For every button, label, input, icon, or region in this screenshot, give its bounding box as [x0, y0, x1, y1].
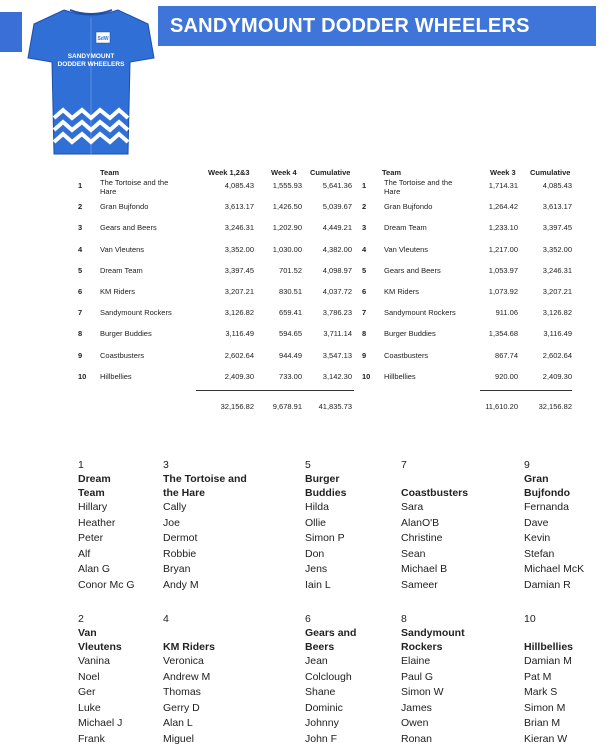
team-cell: Van Vleutens: [384, 244, 429, 254]
rank-cell: 1: [362, 181, 367, 190]
team-member: Simon W: [401, 686, 444, 698]
cumulative-cell: 3,116.49: [543, 329, 572, 339]
table-row: [360, 369, 604, 383]
cumulative-cell: 3,547.13: [322, 350, 352, 360]
team-member: Dermot: [163, 532, 198, 544]
week123-cell: 3,246.31: [224, 223, 254, 233]
team-member: Brian M: [524, 717, 561, 729]
team-member: AlanO'B: [401, 516, 440, 529]
week123-cell: 3,207.21: [224, 287, 254, 296]
team-member: Alan L: [163, 717, 193, 729]
team-member: Thomas: [163, 686, 201, 698]
cumulative-cell: 3,246.31: [542, 265, 572, 275]
cumulative-cell: 4,085.43: [542, 181, 572, 190]
table-row: [78, 326, 358, 340]
team-cell: Gears and Beers: [100, 223, 157, 233]
cumulative-cell: 2,602.64: [542, 350, 572, 360]
rank-cell: 10: [78, 371, 87, 381]
standings-table-week-3: [360, 166, 604, 416]
total-week3: 11,610.20: [485, 402, 518, 411]
team-member: Kevin: [524, 532, 551, 544]
table-row: [78, 348, 358, 362]
team-member: Dave: [524, 516, 549, 529]
table-row: [360, 305, 604, 319]
col-header-team: Team: [100, 168, 120, 177]
team-roster: [524, 458, 612, 593]
week4-cell: 1,426.50: [272, 202, 302, 212]
team-member: Don: [305, 547, 325, 560]
team-cell: KM Riders: [384, 287, 420, 296]
col-header-week123: Week 1,2&3: [208, 168, 250, 177]
col-header-cumulative: Cumulative: [310, 168, 351, 177]
week3-cell: 1,053.97: [488, 265, 518, 275]
rank-cell: 3: [362, 223, 367, 233]
table-row: [360, 326, 604, 340]
table-row: [360, 242, 604, 256]
team-member: Noel: [78, 670, 100, 683]
team-member: Frank: [78, 732, 105, 745]
team-member: Alan G: [78, 563, 111, 575]
total-week123: 32,156.82: [220, 402, 254, 411]
table-row: [78, 242, 358, 256]
week4-cell: 1,030.00: [272, 244, 302, 254]
team-member: John F: [305, 732, 338, 745]
team-member: Veronica: [163, 655, 204, 667]
team-cell: Burger Buddies: [100, 329, 152, 339]
team-cell: Gears and Beers: [384, 265, 441, 275]
team-member: Michael J: [78, 717, 123, 729]
team-member: Owen: [401, 717, 429, 729]
team-roster: [163, 612, 283, 747]
team-cell: Coastbusters: [384, 350, 429, 360]
team-member: Jean: [305, 655, 328, 667]
team-roster: [401, 612, 521, 747]
table-row: [360, 220, 604, 234]
table-row: [360, 348, 604, 362]
cumulative-cell: 3,126.82: [542, 308, 572, 318]
team-roster: [163, 458, 283, 593]
table-row: [78, 305, 358, 319]
cumulative-cell: 4,449.21: [322, 223, 352, 233]
team-member: Robbie: [163, 547, 197, 560]
team-member: Dominic: [305, 701, 343, 714]
week123-cell: 3,126.82: [224, 308, 254, 318]
week4-cell: 701.52: [279, 265, 302, 275]
team-rosters-bottom: [0, 612, 612, 752]
team-member: Cally: [163, 501, 187, 513]
week3-cell: 1,217.00: [488, 244, 518, 254]
team-member: Sean: [401, 547, 426, 560]
week123-cell: 3,397.45: [224, 265, 254, 275]
team-member: Johnny: [305, 717, 339, 729]
col-header-week3: Week 3: [490, 168, 516, 177]
week4-cell: 944.49: [279, 350, 302, 360]
team-name: The Tortoise and the Hare: [163, 473, 247, 499]
table-row: [78, 369, 358, 383]
team-member: Hillary: [78, 501, 108, 513]
rank-cell: 5: [362, 265, 367, 275]
week4-cell: 1,555.93: [272, 181, 302, 190]
team-member: Damian M: [524, 655, 572, 667]
week4-cell: 594.65: [279, 329, 302, 339]
team-number: 8: [401, 613, 407, 625]
team-member: Simon M: [524, 701, 566, 714]
team-name: Burger Buddies: [305, 473, 347, 499]
team-member: Alf: [78, 547, 91, 560]
rank-cell: 4: [78, 244, 83, 254]
team-member: Sameer: [401, 578, 438, 591]
team-member: Joe: [163, 516, 180, 529]
team-member: Sara: [401, 501, 424, 513]
team-member: Colclough: [305, 670, 352, 683]
team-cell: Sandymount Rockers: [100, 308, 172, 318]
team-member: Hilda: [305, 501, 329, 513]
week4-cell: 659.41: [279, 308, 302, 318]
team-number: 9: [524, 459, 530, 471]
cumulative-cell: 2,409.30: [542, 371, 572, 381]
table-row: [360, 284, 604, 298]
week123-cell: 2,409.30: [224, 371, 254, 381]
team-cell: Hillbellies: [384, 371, 416, 381]
week4-cell: 830.51: [279, 287, 302, 296]
team-member: Bryan: [163, 563, 191, 575]
team-member: Elaine: [401, 655, 431, 667]
team-member: Simon P: [305, 532, 345, 544]
col-header-team: Team: [382, 168, 402, 177]
team-member: Ollie: [305, 516, 327, 529]
team-cell: Dream Team: [384, 223, 427, 233]
team-number: 6: [305, 613, 311, 625]
team-rosters-top: [0, 458, 612, 598]
team-member: Christine: [401, 532, 443, 544]
team-name: KM Riders: [163, 641, 215, 653]
team-member: Andrew M: [163, 670, 211, 683]
cumulative-cell: 5,641.36: [322, 181, 352, 190]
cumulative-cell: 3,613.17: [542, 202, 572, 212]
team-cell: Burger Buddies: [384, 329, 436, 339]
title-banner: [158, 6, 596, 46]
team-name: Gears and Beers: [305, 627, 357, 653]
team-member: Paul G: [401, 670, 434, 683]
team-cell: Dream Team: [100, 265, 143, 275]
table-row: [78, 263, 358, 277]
col-header-cumulative: Cumulative: [530, 168, 571, 177]
team-member: Heather: [78, 516, 116, 529]
team-name: Van Vleutens: [78, 627, 122, 653]
week4-cell: 733.00: [279, 371, 302, 381]
team-member: Kieran W: [524, 732, 568, 745]
team-member: James: [401, 701, 432, 714]
rank-cell: 7: [362, 308, 367, 318]
table-row: [78, 284, 358, 298]
team-number: 3: [163, 459, 169, 471]
team-name: Sandymount Rockers: [401, 627, 465, 653]
team-roster: [401, 458, 521, 593]
cumulative-cell: 3,142.30: [322, 371, 352, 381]
team-cell: KM Riders: [100, 287, 136, 296]
week3-cell: 1,354.68: [488, 329, 518, 339]
left-accent-bar: [0, 12, 22, 52]
team-member: Conor Mc G: [78, 578, 135, 591]
rank-cell: 2: [362, 202, 367, 212]
total-cumulative: 41,835.73: [318, 402, 352, 411]
team-member: Peter: [78, 532, 104, 544]
team-member: Stefan: [524, 547, 555, 560]
week3-cell: 1,073.92: [488, 287, 518, 296]
total-week4: 9,678.91: [272, 402, 302, 411]
cumulative-cell: 4,037.72: [322, 287, 352, 296]
week3-cell: 920.00: [495, 371, 518, 381]
club-jersey-image: [26, 6, 156, 156]
team-cell: Coastbusters: [100, 350, 145, 360]
rank-cell: 1: [78, 181, 83, 190]
jersey-club-name-line1: SANDYMOUNT: [67, 53, 115, 60]
team-member: Ger: [78, 686, 96, 698]
team-roster: [524, 612, 612, 747]
totals-underline: [196, 390, 354, 391]
team-name: Dream Team: [78, 473, 111, 499]
table-row: [360, 263, 604, 277]
team-member: Jens: [305, 563, 328, 575]
total-cumulative: 32,156.82: [538, 402, 572, 411]
team-member: Mark S: [524, 686, 558, 698]
week3-cell: 911.06: [495, 308, 518, 318]
team-member: Michael B: [401, 563, 448, 575]
table-row: [78, 220, 358, 234]
rank-cell: 7: [78, 308, 83, 318]
team-cell: Van Vleutens: [100, 244, 145, 254]
table-row: [78, 199, 358, 213]
week123-cell: 2,602.64: [224, 350, 254, 360]
standings-table-weeks-1-4: [78, 166, 358, 416]
team-number: 2: [78, 613, 84, 625]
totals-underline: [480, 390, 572, 391]
week123-cell: 3,116.49: [225, 329, 254, 339]
team-member: Pat M: [524, 670, 552, 683]
team-name: Hillbellies: [524, 641, 574, 653]
week3-cell: 867.74: [495, 350, 518, 360]
jersey-badge-text: SdW: [97, 36, 109, 42]
cumulative-cell: 5,039.67: [322, 202, 352, 212]
team-cell: Gran Bujfondo: [384, 202, 433, 212]
team-member: Damian R: [524, 578, 571, 591]
week123-cell: 3,352.00: [224, 244, 254, 254]
rank-cell: 8: [78, 329, 83, 339]
col-header-week4: Week 4: [271, 168, 297, 177]
jersey-club-name-line2: DODDER WHEELERS: [57, 61, 125, 68]
team-cell: Sandymount Rockers: [384, 308, 456, 318]
cumulative-cell: 3,352.00: [542, 244, 572, 254]
rank-cell: 8: [362, 329, 367, 339]
table-row: [360, 199, 604, 213]
cumulative-cell: 3,397.45: [542, 223, 572, 233]
team-member: Shane: [305, 686, 336, 698]
rank-cell: 5: [78, 265, 83, 275]
week123-cell: 4,085.43: [224, 181, 254, 190]
team-member: Andy M: [163, 578, 199, 591]
team-number: 1: [78, 459, 84, 471]
rank-cell: 6: [78, 287, 83, 296]
week3-cell: 1,714.31: [488, 181, 518, 190]
week3-cell: 1,233.10: [488, 223, 518, 233]
week123-cell: 3,613.17: [224, 202, 254, 212]
rank-cell: 9: [362, 350, 367, 360]
team-number: 10: [524, 613, 536, 625]
team-cell: The Tortoise and the Hare: [100, 178, 169, 196]
team-member: Luke: [78, 701, 101, 714]
rank-cell: 3: [78, 223, 83, 233]
team-member: Iain L: [305, 578, 331, 591]
team-member: Michael McK: [524, 563, 585, 575]
rank-cell: 9: [78, 350, 83, 360]
team-cell: The Tortoise and the Hare: [384, 178, 453, 196]
team-member: Fernanda: [524, 501, 569, 513]
cumulative-cell: 3,207.21: [542, 287, 572, 296]
team-member: Ronan: [401, 732, 432, 745]
team-number: 7: [401, 459, 407, 471]
week4-cell: 1,202.90: [272, 223, 302, 233]
week3-cell: 1,264.42: [488, 202, 518, 212]
cumulative-cell: 3,786.23: [322, 308, 352, 318]
team-number: 4: [163, 613, 169, 625]
cumulative-cell: 3,711.14: [323, 329, 352, 339]
rank-cell: 2: [78, 202, 83, 212]
team-member: Vanina: [78, 655, 110, 667]
rank-cell: 4: [362, 244, 367, 254]
table-row: [78, 178, 358, 196]
team-cell: Gran Bujfondo: [100, 202, 149, 212]
cumulative-cell: 4,382.00: [322, 244, 352, 254]
team-member: Gerry D: [163, 701, 200, 714]
cumulative-cell: 4,098.97: [322, 265, 352, 275]
table-row: [360, 178, 604, 196]
team-name: Gran Bujfondo: [524, 473, 571, 499]
team-name: Coastbusters: [401, 487, 469, 499]
team-number: 5: [305, 459, 311, 471]
page-title: SANDYMOUNT DODDER WHEELERS: [170, 15, 530, 37]
team-cell: Hillbellies: [100, 371, 132, 381]
team-member: Miguel: [163, 732, 194, 745]
rank-cell: 6: [362, 287, 367, 296]
rank-cell: 10: [362, 371, 371, 381]
